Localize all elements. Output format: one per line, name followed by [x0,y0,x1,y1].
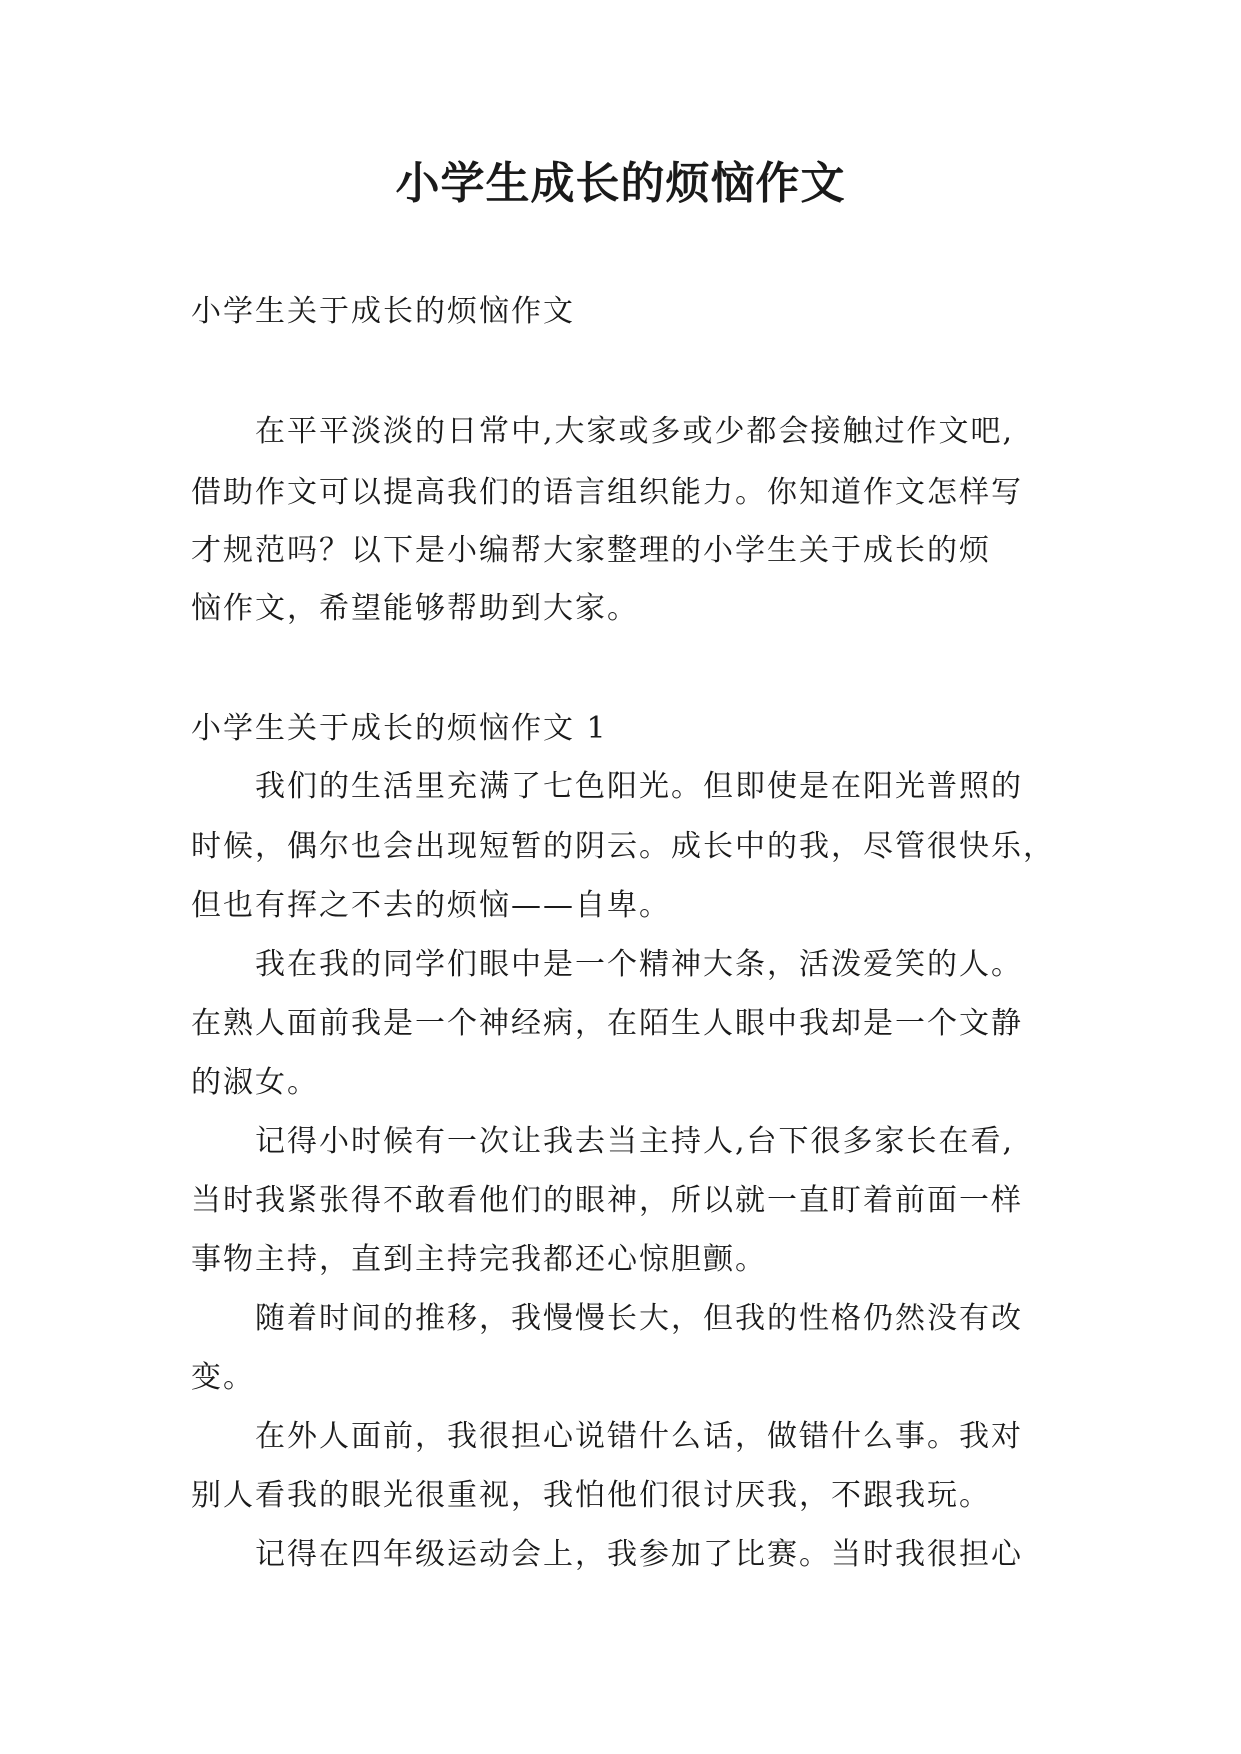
intro-line-3: 才规范吗？以下是小编帮大家整理的小学生关于成长的烦 [191,533,991,568]
subtitle: 小学生关于成长的烦恼作文 [191,294,575,329]
body-line-12: 在外人面前，我很担心说错什么话，做错什么事。我对 [255,1419,1023,1454]
body-line-11: 变。 [191,1360,255,1395]
body-line-5: 在熟人面前我是一个神经病，在陌生人眼中我却是一个文静 [191,1006,1023,1041]
body-line-1: 我们的生活里充满了七色阳光。但即使是在阳光普照的 [255,769,1023,804]
intro-line-2: 借助作文可以提高我们的语言组织能力。你知道作文怎样写 [191,475,1023,510]
body-line-8: 当时我紧张得不敢看他们的眼神，所以就一直盯着前面一样 [191,1183,1023,1218]
body-line-4: 我在我的同学们眼中是一个精神大条，活泼爱笑的人。 [255,947,1023,982]
intro-line-1: 在平平淡淡的日常中,大家或多或少都会接触过作文吧, [255,414,1015,449]
body-line-6: 的淑女。 [191,1065,319,1100]
section-heading: 小学生关于成长的烦恼作文 1 [191,711,608,746]
body-line-13: 别人看我的眼光很重视，我怕他们很讨厌我，不跟我玩。 [191,1478,991,1513]
body-line-7: 记得小时候有一次让我去当主持人,台下很多家长在看, [255,1124,1015,1159]
body-line-9: 事物主持，直到主持完我都还心惊胆颤。 [191,1242,767,1277]
intro-line-4: 恼作文，希望能够帮助到大家。 [191,591,639,626]
document-title: 小学生成长的烦恼作文 [395,158,846,209]
body-line-14: 记得在四年级运动会上，我参加了比赛。当时我很担心 [255,1537,1023,1572]
body-line-2: 时候，偶尔也会出现短暂的阴云。成长中的我，尽管很快乐， [191,829,1055,864]
body-line-10: 随着时间的推移，我慢慢长大，但我的性格仍然没有改 [255,1301,1023,1336]
body-line-3: 但也有挥之不去的烦恼——自卑。 [191,888,671,923]
